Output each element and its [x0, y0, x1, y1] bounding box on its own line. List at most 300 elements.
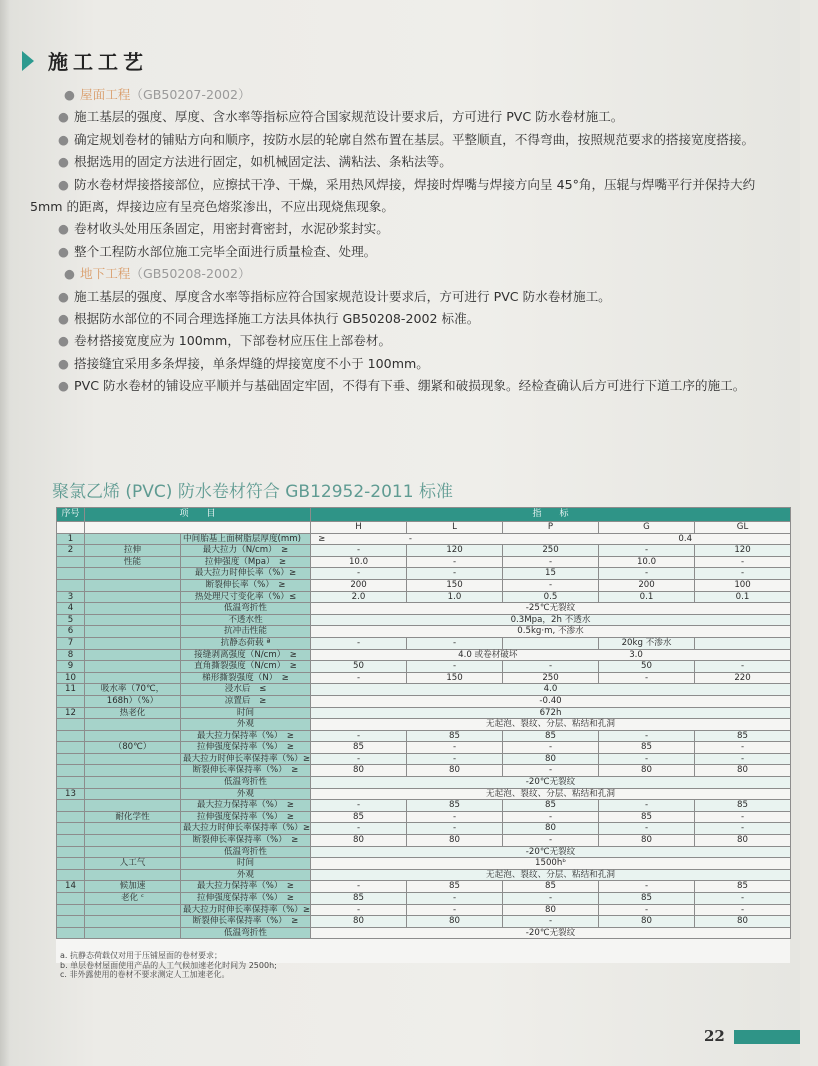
spec-table-wrap — [56, 507, 790, 963]
row-group — [85, 603, 181, 615]
row-group — [85, 591, 181, 603]
row-value: 0.1 — [695, 591, 791, 603]
row-value: 80 — [407, 835, 503, 847]
row-no — [57, 893, 85, 905]
row-value: 85 — [503, 881, 599, 893]
col-l: L — [407, 522, 503, 534]
row-span-value: 672h — [311, 707, 791, 719]
row-no: 9 — [57, 661, 85, 673]
bullet-icon: ● — [58, 378, 69, 394]
row-item: 断裂伸长率保持率（%） ≥ — [181, 916, 311, 928]
row-group: （80℃） — [85, 742, 181, 754]
row-value: - — [407, 556, 503, 568]
row-item: 外观 — [181, 719, 311, 731]
row-group — [85, 927, 181, 939]
table-row — [57, 626, 791, 638]
row-value: 10.0 — [311, 556, 407, 568]
row-value: 80 — [407, 765, 503, 777]
row-no — [57, 811, 85, 823]
row-no — [57, 869, 85, 881]
header-item: 项 目 — [85, 508, 311, 522]
row-no: 6 — [57, 626, 85, 638]
row-group — [85, 835, 181, 847]
subsection-name: 屋面工程 — [80, 87, 131, 102]
row-span-value: -25℃无裂纹 — [311, 603, 791, 615]
row-no: 13 — [57, 788, 85, 800]
row-span-value: -20℃无裂纹 — [311, 846, 791, 858]
row-item: 最大拉力保持率（%） ≥ — [181, 730, 311, 742]
row-value: 0.5 — [503, 591, 599, 603]
row-group: 人工气 — [85, 858, 181, 870]
row-value: - — [503, 811, 599, 823]
row-no: 1 — [57, 533, 85, 545]
row-no — [57, 916, 85, 928]
list-item-text: 施工基层的强度、厚度、含水率等指标应符合国家规范设计要求后，方可进行 PVC 防水卷材施工。 — [74, 109, 624, 125]
row-item: 断裂伸长率保持率（%） ≥ — [181, 835, 311, 847]
bullet-icon: ● — [64, 87, 75, 102]
triangle-marker-icon — [22, 51, 34, 71]
bullet-icon: ● — [58, 221, 69, 237]
bullet-icon: ● — [64, 266, 75, 282]
col-g: G — [599, 522, 695, 534]
row-item: 最大拉力（N/cm） ≥ — [181, 545, 311, 557]
row-value: 150 — [407, 579, 503, 591]
row-group — [85, 753, 181, 765]
table-title: 聚氯乙烯 (PVC) 防水卷材符合 GB12952-2011 标准 — [52, 482, 453, 502]
row-group — [85, 800, 181, 812]
header-no: 序号 — [57, 508, 85, 522]
header-index: 指 标 — [311, 508, 791, 522]
row-no: 2 — [57, 545, 85, 557]
row-value: - — [407, 637, 503, 649]
construction-steps — [30, 84, 818, 398]
list-item-text: PVC 防水卷材的铺设应平顺并与基础固定牢固，不得有下垂、绷紧和破损现象。经检查确认后方可进行下道工序的施工。 — [74, 378, 746, 394]
subsection-heading — [58, 263, 818, 285]
subsection-code: （GB50207-2002） — [130, 87, 251, 102]
row-value: 85 — [503, 730, 599, 742]
row-value: 80 — [311, 765, 407, 777]
row-item: 拉伸强度保持率（%） ≥ — [181, 811, 311, 823]
row-group: 候加速 — [85, 881, 181, 893]
subsection-name: 地下工程 — [80, 266, 131, 282]
row-value: - — [599, 568, 695, 580]
list-item-text: 根据防水部位的不同合理选择施工方法具体执行 GB50208-2002 标准。 — [74, 311, 480, 327]
row-group — [85, 719, 181, 731]
row-value: - — [407, 811, 503, 823]
row-span-value: -20℃无裂纹 — [311, 777, 791, 789]
row-group — [85, 916, 181, 928]
row-value: - — [599, 730, 695, 742]
row-no — [57, 765, 85, 777]
row-value: - — [311, 904, 407, 916]
list-item-text: 卷材搭接宽度应为 100mm，下部卷材应压住上部卷材。 — [74, 333, 392, 349]
page-number: 22 — [704, 1027, 725, 1045]
row-value: 120 — [407, 545, 503, 557]
row-value: 2.0 — [311, 591, 407, 603]
row-group — [85, 672, 181, 684]
row-value: - — [311, 800, 407, 812]
row-value: - — [407, 568, 503, 580]
row-no — [57, 904, 85, 916]
row-span-value: 4.0 — [311, 684, 791, 696]
row-no: 4 — [57, 603, 85, 615]
row-value: 85 — [311, 893, 407, 905]
note-line: b. 单层卷材屋面使用产品的人工气候加速老化时间为 2500h; — [60, 960, 277, 970]
row-no — [57, 858, 85, 870]
row-value: - — [311, 545, 407, 557]
bullet-icon: ● — [58, 131, 69, 147]
row-value: 85 — [599, 811, 695, 823]
list-item — [58, 241, 818, 263]
row-value: - — [503, 556, 599, 568]
table-row — [57, 707, 791, 719]
list-item-text: 整个工程防水部位施工完毕全面进行质量检查、处理。 — [74, 243, 377, 259]
row-value: - — [695, 556, 791, 568]
subsection-heading — [58, 84, 818, 106]
row-value: 80 — [311, 835, 407, 847]
row-group: 拉伸 — [85, 545, 181, 557]
row-value — [503, 637, 599, 649]
table-row — [57, 904, 791, 916]
row-item: 最大拉力时伸长率（%）≥ — [181, 568, 311, 580]
row-item: 抗冲击性能 — [181, 626, 311, 638]
table-row — [57, 916, 791, 928]
row-value: - — [311, 730, 407, 742]
row-item: 拉伸强度保持率（%） ≥ — [181, 893, 311, 905]
table-row — [57, 893, 791, 905]
row-span-value: 无起泡、裂纹、分层、粘结和孔洞 — [311, 719, 791, 731]
row-value: 15 — [503, 568, 599, 580]
col-p: P — [503, 522, 599, 534]
row-no — [57, 800, 85, 812]
row-value: 85 — [695, 730, 791, 742]
row-value: 250 — [503, 545, 599, 557]
row-item: 断裂伸长率保持率（%） ≥ — [181, 765, 311, 777]
list-item — [58, 330, 818, 352]
table-row — [57, 777, 791, 789]
row-group — [85, 823, 181, 835]
row-value: 85 — [599, 893, 695, 905]
table-row — [57, 545, 791, 557]
row-no — [57, 695, 85, 707]
table-row — [57, 719, 791, 731]
row-value: 80 — [311, 916, 407, 928]
row-item: 最大拉力保持率（%） ≥ — [181, 881, 311, 893]
list-item-text: 卷材收头处用压条固定，用密封膏密封，水泥砂浆封实。 — [74, 221, 389, 237]
table-row — [57, 858, 791, 870]
list-item — [30, 196, 818, 218]
row-value: - — [311, 637, 407, 649]
row-value: 85 — [695, 800, 791, 812]
list-item — [58, 218, 818, 240]
row-value: - — [407, 661, 503, 673]
row-value: - — [407, 893, 503, 905]
row-group: 热老化 — [85, 707, 181, 719]
row-value: 150 — [407, 672, 503, 684]
list-item-text: 确定规划卷材的铺贴方向和顺序，按防水层的轮廓自然布置在基层。平整顺直，不得弯曲，按照规范要求的搭接宽度搭接。 — [74, 131, 755, 147]
row-value: - — [695, 893, 791, 905]
row-no — [57, 927, 85, 939]
row-item: 低温弯折性 — [181, 603, 311, 615]
row-no — [57, 777, 85, 789]
section-title: 施工工艺 — [48, 50, 148, 74]
row-value: - — [407, 742, 503, 754]
row-value: - — [503, 661, 599, 673]
row-value: - — [695, 823, 791, 835]
row-item: 接缝剥离强度（N/cm） ≥ — [181, 649, 311, 661]
row-value: 200 — [311, 579, 407, 591]
spec-table — [56, 507, 791, 939]
row-group — [85, 765, 181, 777]
row-value: 80 — [599, 916, 695, 928]
row-no — [57, 579, 85, 591]
row-value: - — [311, 672, 407, 684]
row-value: 80 — [695, 916, 791, 928]
table-row — [57, 591, 791, 603]
row-group: 性能 — [85, 556, 181, 568]
table-row — [57, 927, 791, 939]
list-item-text: 根据选用的固定方法进行固定，如机械固定法、满粘法、条粘法等。 — [74, 154, 452, 170]
row-group: 老化 ᶜ — [85, 893, 181, 905]
table-row — [57, 869, 791, 881]
table-row — [57, 614, 791, 626]
row-value: 1.0 — [407, 591, 503, 603]
col-gl: GL — [695, 522, 791, 534]
row-value: 0.1 — [599, 591, 695, 603]
row-value: 85 — [599, 742, 695, 754]
row-group: 吸水率（70℃， — [85, 684, 181, 696]
table-row — [57, 637, 791, 649]
row-group — [85, 788, 181, 800]
row-value: - — [695, 811, 791, 823]
row-no: 14 — [57, 881, 85, 893]
row-value: 85 — [407, 730, 503, 742]
row-item: 低温弯折性 — [181, 777, 311, 789]
row-value: - — [503, 916, 599, 928]
row-value: - — [695, 904, 791, 916]
row-no: 11 — [57, 684, 85, 696]
list-item — [58, 174, 818, 196]
table-subheader-row — [57, 522, 791, 534]
table-row — [57, 579, 791, 591]
row-value: - — [503, 765, 599, 777]
row-no: 10 — [57, 672, 85, 684]
row-no: 5 — [57, 614, 85, 626]
row-value: - — [599, 800, 695, 812]
table-header-row — [57, 508, 791, 522]
page-number-bar — [734, 1030, 800, 1044]
table-row — [57, 811, 791, 823]
row-span-value: 0.3Mpa，2h 不透水 — [311, 614, 791, 626]
list-item — [58, 286, 818, 308]
subsection-code: （GB50208-2002） — [130, 266, 251, 282]
row-group — [85, 661, 181, 673]
row-span-value: 4.0 或卷材破坏 3.0 — [311, 649, 791, 661]
row-span-value: 无起泡、裂纹、分层、粘结和孔洞 — [311, 788, 791, 800]
row-value: 85 — [407, 881, 503, 893]
list-item — [58, 151, 818, 173]
row-group — [85, 777, 181, 789]
table-row — [57, 765, 791, 777]
table-row — [57, 800, 791, 812]
bullet-icon: ● — [58, 333, 69, 349]
table-row — [57, 823, 791, 835]
row-item: 凉置后 ≥ — [181, 695, 311, 707]
row-span-value: -20℃无裂纹 — [311, 927, 791, 939]
list-item-text: 5mm 的距离，焊接边应有呈亮色熔浆渗出，不应出现烧焦现象。 — [30, 199, 394, 215]
row-item: 最大拉力时伸长率保持率（%）≥ — [181, 823, 311, 835]
table-row — [57, 568, 791, 580]
row-no — [57, 753, 85, 765]
row-value: 80 — [599, 765, 695, 777]
row-value: 220 — [695, 672, 791, 684]
list-item — [58, 353, 818, 375]
row-item: 外观 — [181, 869, 311, 881]
row-group — [85, 533, 181, 545]
bullet-icon: ● — [58, 109, 69, 125]
row-value: 85 — [503, 800, 599, 812]
row-no — [57, 568, 85, 580]
list-item-text: 搭接缝宜采用多条焊接，单条焊缝的焊接宽度不小于 100mm。 — [74, 355, 429, 371]
row-value: 85 — [407, 800, 503, 812]
row-value: - — [599, 545, 695, 557]
row-value: - — [503, 742, 599, 754]
row-no — [57, 742, 85, 754]
row-item: 时间 — [181, 707, 311, 719]
row-value: 85 — [311, 742, 407, 754]
row-value: - — [311, 823, 407, 835]
row-item: 外观 — [181, 788, 311, 800]
row-value: - — [311, 881, 407, 893]
row-value: - — [599, 823, 695, 835]
bullet-icon: ● — [58, 154, 69, 170]
row-group — [85, 579, 181, 591]
row-group — [85, 869, 181, 881]
row-group — [85, 626, 181, 638]
row-group — [85, 846, 181, 858]
row-value: 80 — [503, 753, 599, 765]
table-row — [57, 684, 791, 696]
row-span-value: -0.40 — [311, 695, 791, 707]
row-value: 100 — [695, 579, 791, 591]
row-group — [85, 614, 181, 626]
row-value: - — [503, 579, 599, 591]
list-item — [58, 129, 818, 151]
row-no: 7 — [57, 637, 85, 649]
row-value: 80 — [599, 835, 695, 847]
row-span-value: 0.5kg·m, 不渗水 — [311, 626, 791, 638]
row-value: - — [407, 904, 503, 916]
row-value: 80 — [695, 835, 791, 847]
table-row — [57, 753, 791, 765]
row-group — [85, 637, 181, 649]
row-group — [85, 730, 181, 742]
row-value: 50 — [599, 661, 695, 673]
list-item — [58, 375, 818, 397]
note-line: c. 非外露使用的卷材不要求测定人工加速老化。 — [60, 970, 230, 980]
row-value: 85 — [695, 881, 791, 893]
row-value: - — [695, 568, 791, 580]
table-row — [57, 603, 791, 615]
list-item-text: 施工基层的强度、厚度含水率等指标应符合国家规范设计要求后，方可进行 PVC 防水卷材施工。 — [74, 288, 611, 304]
row-value: 85 — [311, 811, 407, 823]
row-no — [57, 730, 85, 742]
list-item-text: 防水卷材焊接搭接部位，应擦拭干净、干燥，采用热风焊接，焊接时焊嘴与焊接方向呈 45°角，压辊与焊嘴平行并保持大约 — [74, 176, 756, 192]
table-row — [57, 533, 791, 545]
row-no: 3 — [57, 591, 85, 603]
col-h: H — [311, 522, 407, 534]
row-group — [85, 904, 181, 916]
bullet-icon: ● — [58, 288, 69, 304]
row-value: 50 — [311, 661, 407, 673]
row-no — [57, 719, 85, 731]
row-group: 耐化学性 — [85, 811, 181, 823]
row-value: - — [311, 753, 407, 765]
row-value: - — [311, 568, 407, 580]
row-no: 8 — [57, 649, 85, 661]
row-value: - — [407, 753, 503, 765]
row-value: 120 — [695, 545, 791, 557]
header-item-blank — [85, 522, 311, 534]
row-item: 热处理尺寸变化率（%）≤ — [181, 591, 311, 603]
row-value: 80 — [407, 916, 503, 928]
row-value: 200 — [599, 579, 695, 591]
row-value: 250 — [503, 672, 599, 684]
table-row — [57, 788, 791, 800]
bullet-icon: ● — [58, 243, 69, 259]
row-no — [57, 846, 85, 858]
row-no: 12 — [57, 707, 85, 719]
table-row — [57, 649, 791, 661]
list-item — [58, 106, 818, 128]
table-row — [57, 881, 791, 893]
row-item: 最大拉力保持率（%） ≥ — [181, 800, 311, 812]
row-value: 20kg 不渗水 — [599, 637, 695, 649]
row-value: - — [599, 672, 695, 684]
row-value: 80 — [503, 823, 599, 835]
row-value: - — [599, 753, 695, 765]
row-span-value: 1500hᵇ — [311, 858, 791, 870]
table-row — [57, 846, 791, 858]
row-span-value: 无起泡、裂纹、分层、粘结和孔洞 — [311, 869, 791, 881]
row-value: - — [503, 893, 599, 905]
row-item: 拉伸强度（Mpa） ≥ — [181, 556, 311, 568]
row-item: 时间 — [181, 858, 311, 870]
row-value: 80 — [695, 765, 791, 777]
row-value: 80 — [503, 904, 599, 916]
bullet-icon: ● — [58, 311, 69, 327]
row-item: 断裂伸长率（%） ≥ — [181, 579, 311, 591]
table-row — [57, 730, 791, 742]
row-item: 梯形撕裂强度（N） ≥ — [181, 672, 311, 684]
table-row — [57, 695, 791, 707]
header-no-blank — [57, 522, 85, 534]
table-row — [57, 742, 791, 754]
row-value — [695, 637, 791, 649]
row-value: - — [407, 823, 503, 835]
row-item: 不透水性 — [181, 614, 311, 626]
row-value: - — [695, 753, 791, 765]
row-no — [57, 823, 85, 835]
row-no — [57, 835, 85, 847]
row-item: 抗静态荷载 ª — [181, 637, 311, 649]
row-value: 10.0 — [599, 556, 695, 568]
row-value: - — [599, 904, 695, 916]
row-item: 直角撕裂强度（N/cm） ≥ — [181, 661, 311, 673]
row-group — [85, 649, 181, 661]
bullet-icon: ● — [58, 176, 69, 192]
row-group: 168h）（%） — [85, 695, 181, 707]
